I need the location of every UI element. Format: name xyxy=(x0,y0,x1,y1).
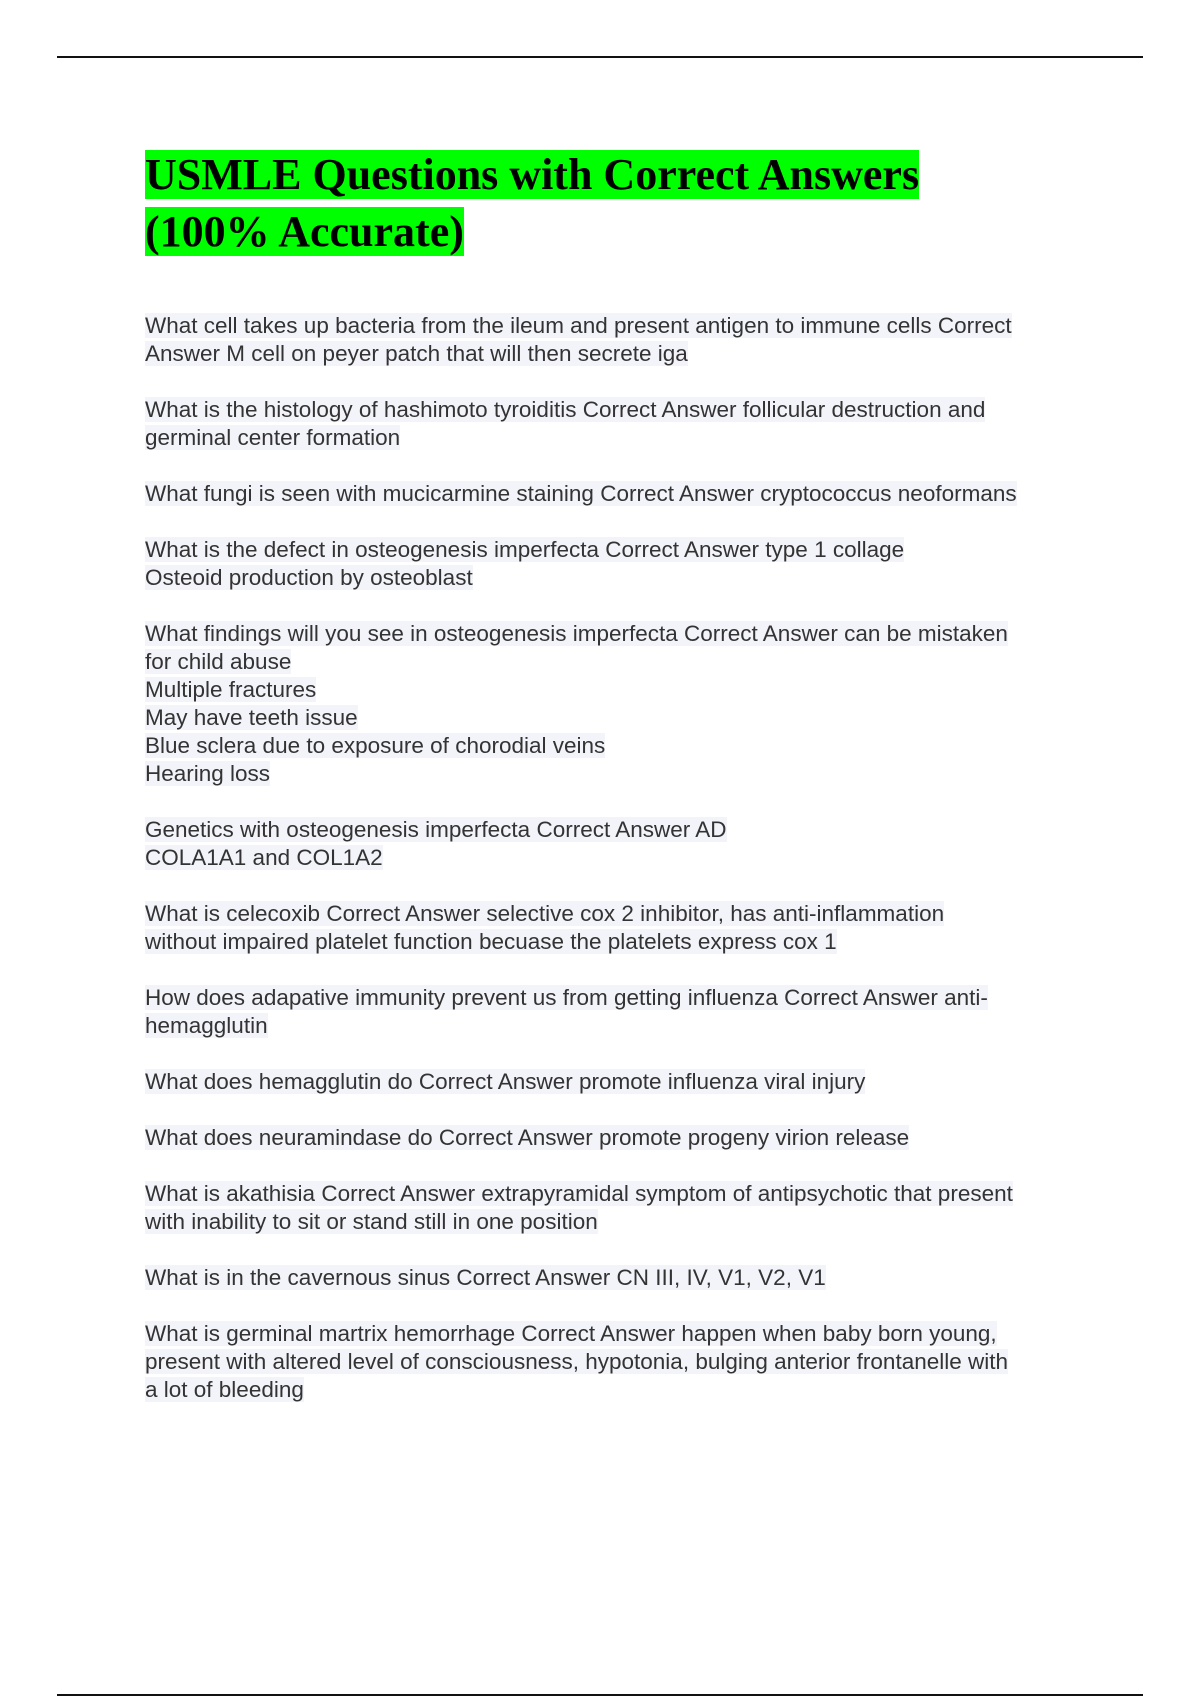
qa-text-line: with inability to sit or stand still in one position xyxy=(145,1209,598,1234)
qa-text-line: Answer M cell on peyer patch that will then secrete iga xyxy=(145,341,688,366)
qa-item xyxy=(145,396,1090,452)
qa-text-line: What cell takes up bacteria from the ileum and present antigen to immune cells Correct xyxy=(145,313,1012,338)
page-title xyxy=(145,146,1090,260)
qa-item xyxy=(145,984,1090,1040)
qa-text-line: How does adapative immunity prevent us from getting influenza Correct Answer anti- xyxy=(145,985,988,1010)
qa-text-line: What is in the cavernous sinus Correct Answer CN III, IV, V1, V2, V1 xyxy=(145,1265,826,1290)
qa-item xyxy=(145,480,1090,508)
top-rule xyxy=(57,56,1143,58)
qa-text-line: Blue sclera due to exposure of chorodial veins xyxy=(145,733,606,758)
qa-item xyxy=(145,816,1090,872)
qa-text-line: What is akathisia Correct Answer extrapyramidal symptom of antipsychotic that present xyxy=(145,1181,1013,1206)
qa-text-line: a lot of bleeding xyxy=(145,1377,304,1402)
qa-item xyxy=(145,1264,1090,1292)
page-title-line: (100% Accurate) xyxy=(145,207,464,256)
qa-text-line: present with altered level of consciousness, hypotonia, bulging anterior frontanelle with xyxy=(145,1349,1009,1374)
qa-text-line: germinal center formation xyxy=(145,425,401,450)
qa-text-line: hemagglutin xyxy=(145,1013,268,1038)
qa-text-line: for child abuse xyxy=(145,649,292,674)
qa-text-line: May have teeth issue xyxy=(145,705,358,730)
qa-text-line: Hearing loss xyxy=(145,761,271,786)
qa-item xyxy=(145,1068,1090,1096)
qa-item xyxy=(145,536,1090,592)
qa-list xyxy=(145,312,1090,1404)
qa-text-line: Multiple fractures xyxy=(145,677,317,702)
qa-text-line: What is celecoxib Correct Answer selective cox 2 inhibitor, has anti-inflammation xyxy=(145,901,945,926)
qa-text-line: What does neuramindase do Correct Answer promote progeny virion release xyxy=(145,1125,910,1150)
qa-text-line: Osteoid production by osteoblast xyxy=(145,565,473,590)
qa-text-line: What fungi is seen with mucicarmine staining Correct Answer cryptococcus neoformans xyxy=(145,481,1017,506)
qa-item xyxy=(145,620,1090,788)
qa-text-line: What is the defect in osteogenesis imperfecta Correct Answer type 1 collage xyxy=(145,537,905,562)
page-content xyxy=(145,146,1090,1432)
qa-text-line: What is germinal martrix hemorrhage Correct Answer happen when baby born young, xyxy=(145,1321,997,1346)
qa-text-line: What findings will you see in osteogenesis imperfecta Correct Answer can be mistaken xyxy=(145,621,1008,646)
bottom-rule xyxy=(57,1694,1143,1696)
qa-text-line: COLA1A1 and COL1A2 xyxy=(145,845,383,870)
qa-item xyxy=(145,1180,1090,1236)
qa-text-line: What is the histology of hashimoto tyroiditis Correct Answer follicular destruction and xyxy=(145,397,986,422)
qa-item xyxy=(145,312,1090,368)
qa-item xyxy=(145,1124,1090,1152)
page-title-line: USMLE Questions with Correct Answers xyxy=(145,150,920,199)
qa-text-line: What does hemagglutin do Correct Answer promote influenza viral injury xyxy=(145,1069,866,1094)
qa-text-line: Genetics with osteogenesis imperfecta Correct Answer AD xyxy=(145,817,727,842)
qa-item xyxy=(145,900,1090,956)
qa-item xyxy=(145,1320,1090,1404)
qa-text-line: without impaired platelet function becuase the platelets express cox 1 xyxy=(145,929,837,954)
